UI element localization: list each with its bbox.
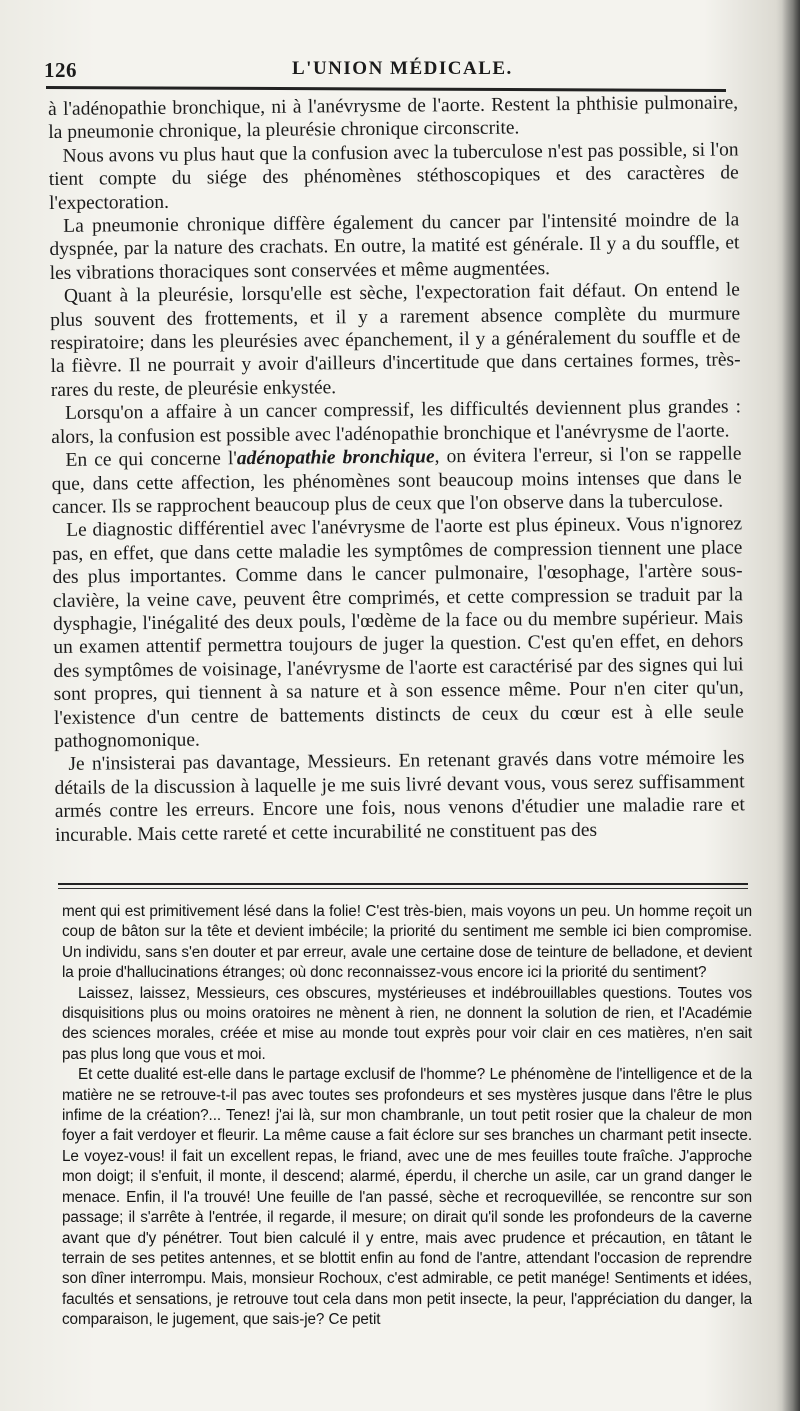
paragraph: Quant à la pleurésie, lorsqu'elle est sèche, l'expectoration fait défaut. On entend le plus souvent des frottements, et il y a rarement absence complète du murmure respiratoire; dans les pleurésies avec épanchement, il y a généralement du souffle et de la fièvre. Il ne pourrait y avoir d'ailleurs d'incertitude que dans certaines formes, très-rares du reste, de pleurésie enkystée. (50, 279, 741, 401)
footnote-paragraph: ment qui est primitivement lésé dans la folie! C'est très-bien, mais voyons un peu. Un homme reçoit un coup de bâton sur la tête et devient imbécile; la priorité du sentiment me semble ici bien compromise. Un individu, sans s'en douter et par erreur, avale une certaine dose de teinture de belladone, et devient la proie d'hallucinations étranges; où donc reconnaissez-vous encore ici la priorité du sentiment? (62, 903, 752, 982)
page-number: 126 (44, 58, 77, 82)
footnote-separator-rule-thin (58, 888, 748, 889)
italic-term: adénopathie bronchique (236, 446, 435, 470)
footnote-paragraph: Et cette dualité est-elle dans le partage exclusif de l'homme? Le phénomène de l'intelligence et de la matière ne se retrouve-t-il pas avec toutes ses profondeurs et ses mystères jusque dans l'être le plus infime de la création?... Tenez! j'ai là, sur mon chambranle, un tout petit rosier que la chaleur de mon foyer a fait verdoyer et fleurir. La même cause a fait éclore sur ses branches un charmant petit insecte. Le voyez-vous! il fait un excellent repas, le friand, avec une de mes feuilles toute fraîche. J'approche mon doigt; il s'enfuit, il monte, il descend; alarmé, éperdu, il cherche un asile, car un grand danger le menace. Enfin, il l'a trouvé! Une feuille de l'an passé, sèche et recroquevillée, se rencontre sur son passage; il s'arrête à l'entrée, il regarde, il mesure; on dirait qu'il sonde les profondeurs de la caverne avant que d'y pénétrer. Tout bien calculé il y entre, mais avec prudence et précaution, en tâtant le terrain de ses petites antennes, et se blottit enfin au fond de l'antre, attendant l'occasion de reprendre son dîner interrompu. Mais, monsieur Rochoux, c'est admirable, ce petit manége! Sentiments et idées, facultés et sensations, je retrouve tout cela dans mon petit insecte, la peur, l'appréciation du danger, la comparaison, le jugement, que sais-je? Ce petit (62, 1066, 752, 1329)
running-head: L'UNION MÉDICALE. (292, 58, 513, 79)
footnote-block (62, 902, 752, 1331)
paragraph: Nous avons vu plus haut que la confusion avec la tuberculose n'est pas possible, si l'on tient compte du siége des phénomènes stéthoscopiques et des caractères de l'expectoration. (48, 139, 739, 214)
paragraph: à l'adénopathie bronchique, ni à l'anévrysme de l'aorte. Restent la phthisie pulmonaire, la pneumonie chronique, la pleurésie chronique circonscrite. (48, 92, 739, 144)
footnote-paragraph: Laissez, laissez, Messieurs, ces obscures, mystérieuses et indébrouillables questions. Toutes vos disquisitions plus ou moins oratoires ne mènent à rien, ne donnent la solution de rien, et l'Académie des sciences morales, créée et mise au monde tout exprès pour voir clair en ces matières, n'en sait pas plus long que vous et moi. (62, 984, 752, 1063)
page-header (44, 56, 730, 86)
paragraph-text-before: En ce qui concerne l' (65, 448, 237, 471)
footnote-separator-rule (58, 883, 748, 885)
paragraph: Je n'insisterai pas davantage, Messieurs. En retenant gravés dans votre mémoire les détails de la discussion à laquelle je me suis livré devant vous, vous serez suffisamment armés contre les erreurs. Encore une fois, nous venons d'étudier une maladie rare et incurable. Mais cette rareté et cette incurabilité ne constituent pas des (54, 747, 745, 846)
paragraph: Lorsqu'on a affaire à un cancer compressif, les difficultés deviennent plus grandes : alors, la confusion est possible avec l'adénopathie bronchique et l'anévrysme de l'aorte. (51, 396, 742, 448)
page-binding-shadow (782, 0, 800, 1411)
paragraph-text-after: , on évitera l'erreur, si l'on se rappelle que, dans cette affection, les phénomènes sont beaucoup moins intenses que dans le cancer. Ils se rapprochent beaucoup plus de ceux que l'on observe dans la tuberculose. (51, 443, 742, 518)
main-text-block (48, 91, 745, 847)
paragraph: Le diagnostic différentiel avec l'anévrysme de l'aorte est plus épineux. Vous n'ignorez pas, en effet, que dans cette maladie les symptômes de compression tiennent une place des plus importantes. Comme dans le cancer pulmonaire, l'œsophage, l'artère sous-clavière, la veine cave, peuvent être comprimés, et cette compression se traduit par la dysphagie, l'inégalité des deux pouls, l'œdème de la face ou du membre supérieur. Mais un examen attentif permettra toujours de juger la question. C'est qu'en effet, en dehors des symptômes de voisinage, l'anévrysme de l'aorte est caractérisé par des signes qui lui sont propres, qui tiennent à sa nature et à son essence même. Pour n'en citer qu'un, l'existence d'un centre de battements distincts de ceux du cœur est à elle seule pathognomonique. (52, 513, 745, 752)
header-rule (46, 86, 726, 92)
paragraph: La pneumonie chronique diffère également du cancer par l'intensité moindre de la dyspnée, par la nature des crachats. En outre, la matité est générale. Il y a du souffle, et les vibrations thoraciques sont conservées et même augmentées. (49, 209, 740, 284)
paragraph (51, 442, 742, 519)
